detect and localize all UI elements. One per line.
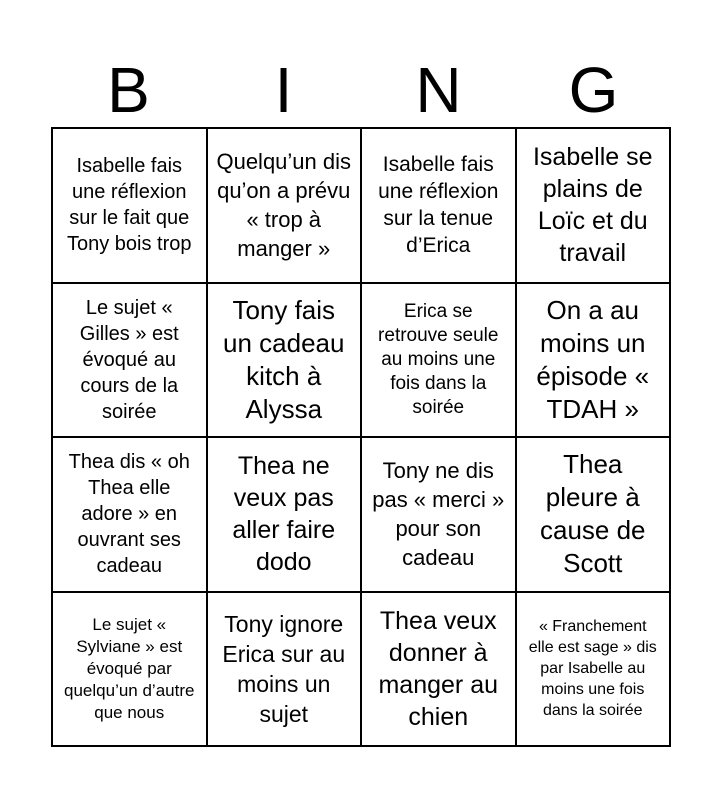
- bingo-cell[interactable]: [516, 128, 671, 283]
- bingo-cell[interactable]: [52, 437, 207, 592]
- bingo-grid: [51, 127, 671, 747]
- bingo-cell-text: Tony ne dis pas « merci » pour son cadeau: [372, 458, 505, 571]
- bingo-cell[interactable]: [52, 283, 207, 438]
- bingo-cell-text: On a au moins un épisode « TDAH »: [536, 294, 650, 424]
- bingo-cell-text: Isabelle se plains de Loïc et du travail: [532, 143, 653, 268]
- bingo-cell-text: Le sujet « Gilles » est évoqué au cours de la soirée: [79, 296, 179, 423]
- bingo-cell[interactable]: [52, 592, 207, 747]
- bingo-cell-text: « Franchement elle est sage » dis par Isabelle au moins une fois dans la soirée: [528, 618, 657, 720]
- bingo-cell-text: Le sujet « Sylviane » est évoqué par quelqu’un d’autre que nous: [64, 614, 195, 722]
- bingo-cell-text: Isabelle fais une réflexion sur la tenue d’Erica: [378, 153, 499, 258]
- bingo-cell[interactable]: [516, 437, 671, 592]
- bingo-cell-text: Thea veux donner à manger au chien: [378, 606, 499, 731]
- bingo-cell[interactable]: [516, 283, 671, 438]
- bingo-cell[interactable]: [207, 592, 362, 747]
- bingo-cell-text: Tony fais un cadeau kitch à Alyssa: [223, 294, 345, 424]
- bingo-cell-text: Isabelle fais une réflexion sur le fait que Tony bois trop: [66, 155, 192, 256]
- bingo-cell[interactable]: [207, 128, 362, 283]
- bingo-title: [51, 56, 671, 124]
- bingo-cell[interactable]: [52, 128, 207, 283]
- title-letter-i: I: [274, 54, 293, 126]
- bingo-cell-text: Quelqu’un dis qu’on a prévu « trop à manger »: [216, 149, 352, 262]
- title-letter-g: G: [568, 54, 619, 126]
- bingo-cell[interactable]: [361, 592, 516, 747]
- bingo-cell[interactable]: [207, 437, 362, 592]
- bingo-cell[interactable]: [361, 283, 516, 438]
- title-letter-b: B: [107, 54, 150, 126]
- bingo-cell[interactable]: [361, 437, 516, 592]
- bingo-cell-text: Thea pleure à cause de Scott: [539, 449, 646, 579]
- bingo-cell[interactable]: [207, 283, 362, 438]
- bingo-cell[interactable]: [361, 128, 516, 283]
- bingo-cell-text: Thea ne veux pas aller faire dodo: [232, 452, 336, 577]
- title-letter-n: N: [415, 54, 462, 126]
- bingo-cell-text: Thea dis « oh Thea elle adore » en ouvrant ses cadeau: [68, 451, 190, 578]
- bingo-cell-text: Erica se retrouve seule au moins une fois dans la soirée: [378, 300, 499, 418]
- bingo-cell-text: Tony ignore Erica sur au moins un sujet: [222, 610, 346, 727]
- bingo-cell[interactable]: [516, 592, 671, 747]
